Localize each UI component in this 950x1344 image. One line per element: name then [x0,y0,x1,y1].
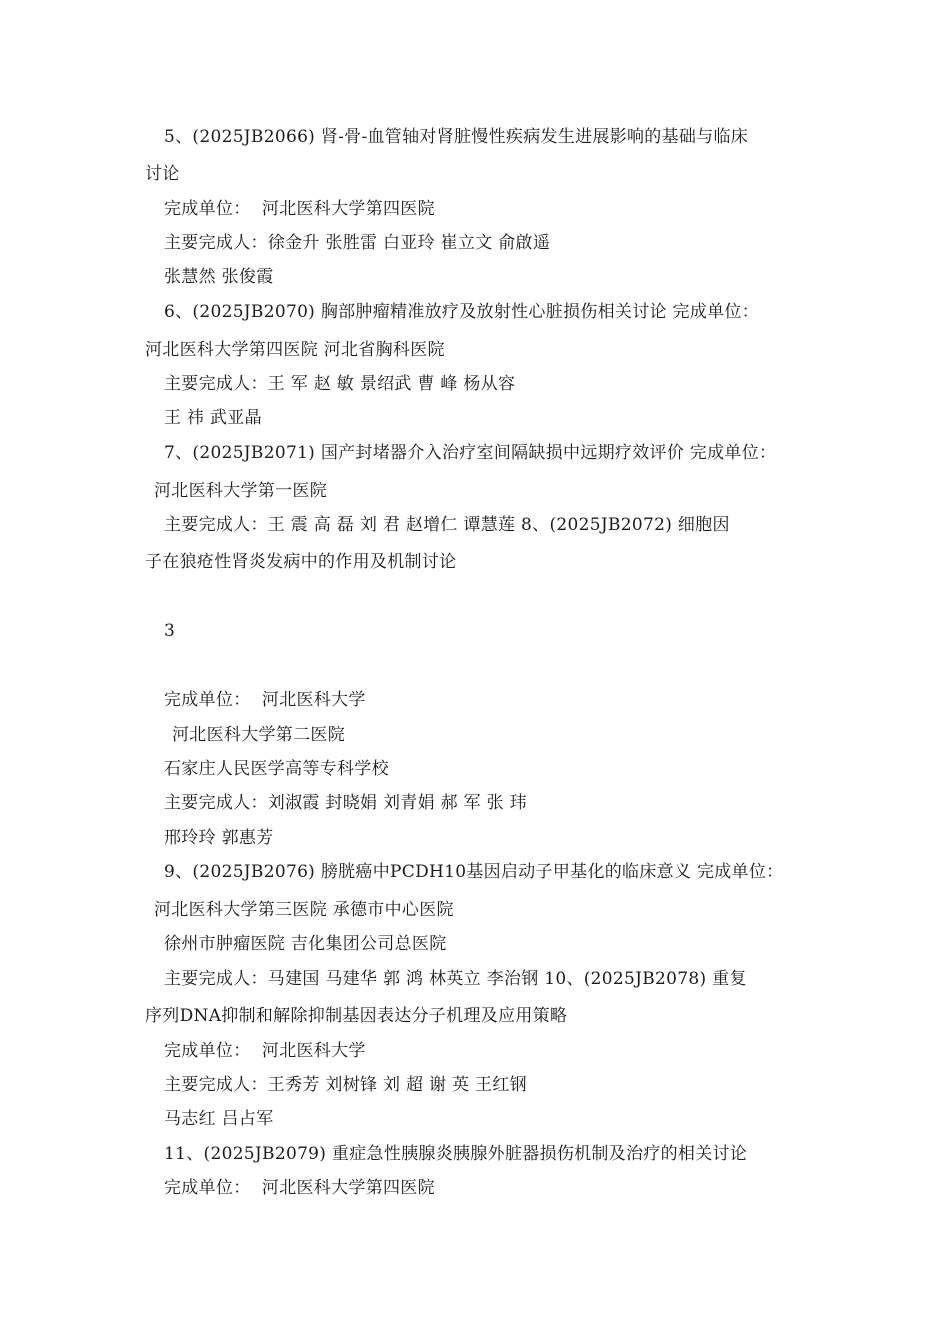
text-line: 主要完成人：王 震 高 磊 刘 君 赵增仁 谭慧莲 8、(2025JB2072) 细胞因 [164,515,730,535]
text-line: 子在狼疮性肾炎发病中的作用及机制讨论 [145,552,457,572]
text-line: 讨论 [145,164,180,184]
text-line: 主要完成人：马建国 马建华 郭 鸿 林英立 李治钢 10、(2025JB2078) 重复 [164,969,747,989]
text-line: 主要完成人：徐金升 张胜雷 白亚玲 崔立文 俞啟遥 [164,233,551,253]
text-line: 石家庄人民医学高等专科学校 [164,759,389,779]
text-line: 王 祎 武亚晶 [164,408,262,428]
text-line: 马志红 吕占军 [164,1109,274,1129]
text-line: 邢玲玲 郭惠芳 [164,828,274,848]
text-line: 序列DNA抑制和解除抑制基因表达分子机理及应用策略 [145,1006,568,1026]
text-line: 河北医科大学第三医院 承德市中心医院 [154,900,454,920]
text-line: 河北医科大学第四医院 河北省胸科医院 [145,340,445,360]
text-line: 徐州市肿瘤医院 吉化集团公司总医院 [164,934,447,954]
text-line: 完成单位： 河北医科大学第四医院 [164,199,435,219]
text-line: 7、(2025JB2071) 国产封堵器介入治疗室间隔缺损中远期疗效评价 完成单位： [164,443,777,463]
page-number: 3 [164,621,176,641]
text-line: 主要完成人：刘淑霞 封晓娟 刘青娟 郝 军 张 玮 [164,793,527,813]
text-line: 主要完成人：王 军 赵 敏 景绍武 曹 峰 杨从容 [164,374,516,394]
text-line: 主要完成人：王秀芳 刘树锋 刘 超 谢 英 王红钢 [164,1075,527,1095]
text-line: 河北医科大学第二医院 [172,725,345,745]
text-line: 11、(2025JB2079) 重症急性胰腺炎胰腺外脏器损伤机制及治疗的相关讨论 [164,1144,748,1164]
text-line: 完成单位： 河北医科大学第四医院 [164,1178,435,1198]
text-line: 完成单位： 河北医科大学 [164,690,366,710]
text-line: 完成单位： 河北医科大学 [164,1041,366,1061]
text-line: 河北医科大学第一医院 [154,481,327,501]
text-line: 9、(2025JB2076) 膀胱癌中PCDH10基因启动子甲基化的临床意义 完成单位： [164,862,784,882]
text-line: 6、(2025JB2070) 胸部肿瘤精准放疗及放射性心脏损伤相关讨论 完成单位： [164,302,760,322]
text-line: 5、(2025JB2066) 肾-骨-血管轴对肾脏慢性疾病发生进展影响的基础与临床 [164,127,749,147]
text-line: 张慧然 张俊霞 [164,267,274,287]
